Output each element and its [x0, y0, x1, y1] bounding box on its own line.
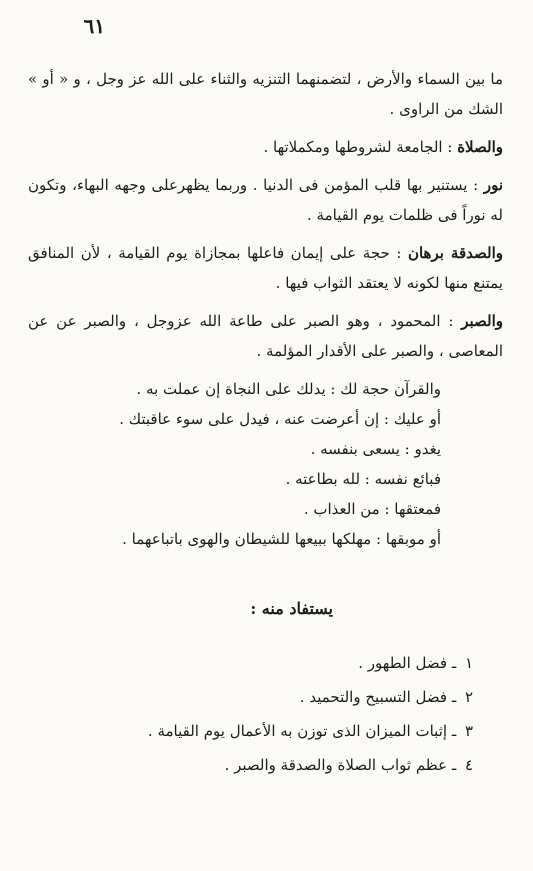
benefit-number: ١: [464, 654, 473, 672]
benefits-list: [28, 646, 503, 782]
paragraph-text: : حجة على إيمان فاعلها بمجازاة يوم القيامة ، لأن المنافق يمتنع منها لكونه لا يعتقد الثواب فيها .: [28, 244, 503, 292]
gloss-line: أو موبقها : مهلكها ببيعها للشيطان والهوى باتباعهما .: [122, 530, 441, 548]
gloss-line: أو عليك : إن أعرضت عنه ، فيدل على سوء عاقبتك .: [119, 410, 441, 428]
gloss-list: [28, 374, 503, 554]
benefit-text: عظم ثواب الصلاة والصدقة والصبر .: [224, 756, 448, 774]
paragraph: [28, 238, 503, 298]
paragraph-term: والصلاة: [457, 138, 503, 156]
page-body: [28, 64, 503, 782]
benefit-item: ٢ ـ فضل التسبيح والتحميد .: [28, 680, 503, 714]
benefits-heading: يستفاد منه :: [250, 599, 333, 618]
paragraph-text: : يستنير بها قلب المؤمن فى الدنيا . وربما يظهرعلى وجهه البهاء، وتكون له نوراً فى ظلمات يوم القيامة .: [28, 176, 503, 224]
paragraph-term: نور: [483, 176, 503, 194]
paragraph-text: ما بين السماء والأرض ، لتضمنهما التنزيه والثناء على الله عز وجل ، و « أو » الشك من الراوى .: [28, 70, 503, 118]
paragraph-term: والصبر: [461, 312, 503, 330]
gloss-line: فبائع نفسه : لله بطاعته .: [285, 470, 441, 488]
benefit-number: ٢: [464, 688, 473, 706]
paragraph: [28, 64, 503, 124]
paragraph: [28, 132, 503, 162]
paragraph-text: : الجامعة لشروطها ومكملاتها .: [263, 138, 458, 156]
gloss-line: يغدو : يسعى بنفسه .: [310, 440, 441, 458]
benefit-item: ٣ ـ إثبات الميزان الذى توزن به الأعمال يوم القيامة .: [28, 714, 503, 748]
benefit-item: ١ ـ فضل الطهور .: [28, 646, 503, 680]
gloss-line: والقرآن حجة لك : يدلك على النجاة إن عملت به .: [136, 380, 441, 398]
benefit-number: ٣: [464, 722, 473, 740]
paragraph: [28, 170, 503, 230]
benefit-text: إثبات الميزان الذى توزن به الأعمال يوم القيامة .: [147, 722, 448, 740]
gloss-line: فمعتقها : من العذاب .: [303, 500, 441, 518]
paragraph-term: والصدقة برهان: [407, 244, 503, 262]
benefit-item: ٤ ـ عظم ثواب الصلاة والصدقة والصبر .: [28, 748, 503, 782]
page-number: ٦١: [83, 14, 105, 38]
benefit-text: فضل الطهور .: [358, 654, 448, 672]
paragraph-text: : المحمود ، وهو الصبر على طاعة الله عزوجل ، والصبر عن عن المعاصى ، والصبر على الأقدار المؤلمة .: [28, 312, 503, 360]
benefit-number: ٤: [464, 756, 473, 774]
paragraph: [28, 306, 503, 366]
benefit-text: فضل التسبيح والتحميد .: [299, 688, 448, 706]
